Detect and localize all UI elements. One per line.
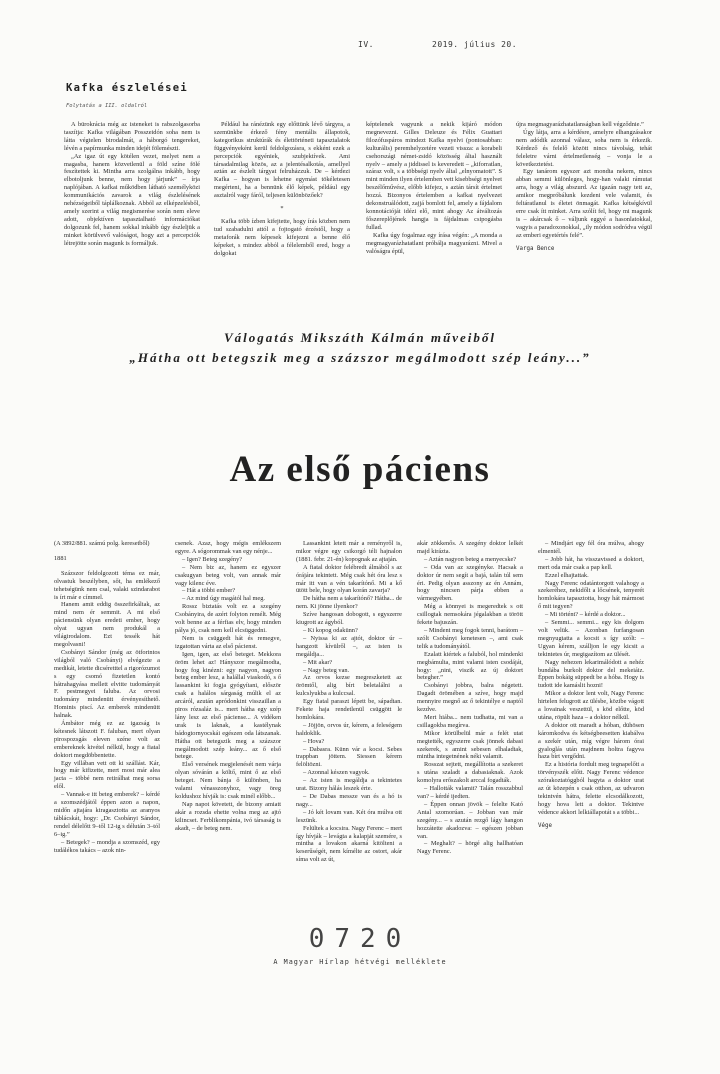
paragraph: – Ki kopog odakünn?: [303, 626, 358, 634]
paragraph: – Jobb hát, ha visszavissed a doktort, mert oda már csak a pap kell.: [538, 555, 644, 571]
story-column-3: [296, 540, 402, 864]
story-column-5: [538, 540, 644, 831]
paragraph: – Igen? Beteg szegény?: [182, 555, 243, 563]
paragraph: Százszor feldolgozott téma ez már, olvastuk beszélyben, sőt, ha emlékező tehetségünk nem csal, valaki szindarabot is írt már e címmel.: [54, 569, 160, 601]
kafka-column-3: [366, 121, 502, 255]
paragraph: Rossz biztatás volt ez a szegény Csobányira, de azért folyton remélt. Még volt benne az a férfias elv, hogy minden pálya jó, csak nem kell elcsüggedni.: [175, 603, 281, 634]
paragraph: De hátha nem a takarítónő? Hátha... de nem. Ki jönne ilyenkor?: [296, 595, 402, 611]
story-column-2: [175, 540, 281, 833]
issue-number: 0720: [308, 924, 412, 954]
paragraph: akár zökkenős. A szegény doktor lelkét majd kirázta.: [417, 540, 523, 555]
paragraph: A fiatal doktor felébredt álmából s az órájára tekintett. Még csak hét óra lesz s már itt van a vén takarítónő. Mi a kő ütött bele, hogy olyan korán zavarja?: [296, 563, 402, 595]
end-mark: Vége: [538, 822, 552, 829]
paragraph: – Mi történt? – kérdé a doktor...: [545, 611, 626, 619]
paragraph: – Dabasra. Künn vár a kocsi. Sebes trappban jöttem. Siessen kérem felöltözni.: [296, 745, 402, 769]
paragraph: Mikor a doktor lent volt, Nagy Ferenc hirtelen felugrott az ülésbe, közibe vágott a lovainak veszettül, s köd előtte, köd utána, röpült haza – a doktor nélkül.: [538, 690, 644, 721]
paragraph: Mikor körülbelül már a felét utat megtették, egyszerre csak jönnek dabasi szekerek, s amint sebesen elhaladtak, mintha integetnének néki valamit.: [417, 729, 523, 761]
paragraph: Kafka úgy fogalmaz egy írása végén: „A monda a megmagyarázhatatlant próbálja magyarázni. Mivel a valóságra épül,: [366, 231, 502, 255]
paragraph: Egy tanárom egyszer azt mondta nekem, nincs abban semmi különleges, hogy-han valaki rámutat arra, hogy a világ abszurd. Az igazán nagy tett az, amikor megpróbálunk kezdeni vele valamit, és feltáratlanul is életet önmagát. Kafka kétségkívül erre csak ítt minket. Arra szólít fel, hogy mi magunk is – akárcsak ő – váljunk eggyé a hasonlatokkal, vagyis a paradoxonokkal, „ily módon sodródva végül az emberi egyetértés felé”.: [516, 168, 652, 239]
paragraph: „Az igaz út egy kötélen vezet, melyet nem a magasba, hanem közvetlenül a föld színe fölé feszítettek ki. Mintha arra szolgálna inkább, hogy elbotoljunk benne, nem hogy járjunk” – írja naplójában. A kafkai működben látható személyközi kommunikációs zavarok a világ észlelésének nehézségeiből táplálkoznak. Abból az elképzelésből, amely szerint a világ megismerése során nem eleve adott, objektíven tapasztalható információkat dolgozunk fel, hanem sokkal inkább úgy észleljük a minket körülvevő valóságot, hogy azt a percepciók létrejötte során magunk is formáljuk.: [64, 152, 200, 247]
paragraph: képtelenek vagyunk a nekik kijáró módon megnevezni. Gilles Deleuze és Félix Guattari filozófuspáros mindezt Kafka nyelvi (pontosabban: kulturális) peremhelyzetére vezeti vissza: a korabeli csehországi német-zsidó közösség által használt nyelv – amely a jiddissel is keveredett – „kiforratlan, száraz volt, s a többségi nyelv által „elnyomatott”. S mint minden ilyen értelemben vett kisebbségi nyelvet beszélőművész, előbb kifejez, s aztán társít értelmet hozzá. Bizonyos értelemben a kafkai nyelvezet dekonstruálódott, zajjá bomlott fel, amely a fájdalom konnotációját idézi elő, mint ahogy Az átváltozás főszereplőjének hangja is fájdalmas csipogásba fullad.: [366, 121, 503, 231]
paragraph: – Nyissa ki az ajtót, doktor úr – hangzott kívülről –, az isten is megáldja...: [296, 634, 402, 658]
paragraph: – Hát a többi ember?: [182, 587, 236, 595]
selection-heading: Válogatás Mikszáth Kálmán műveiből: [223, 330, 497, 345]
page-number: IV.: [358, 40, 374, 49]
paragraph: – Betegek? – mondja a szomszéd, egy tudálékos takács – azok nin-: [54, 838, 160, 854]
kafka-column-1: [64, 121, 200, 248]
paragraph: Az orvos kezse megreszketett az örömtől, alig bírt beletalálni a kulcslyukba a kulccsal.: [296, 674, 402, 698]
kafka-column-2: [214, 121, 350, 258]
paragraph: – Hallották valamit? Talán rosszabbul van? – kérdé ijedten.: [417, 785, 523, 800]
story-column-1: [54, 540, 160, 854]
paragraph: Úgy látja, arra a kérdésre, amelyre elhangzásakor nem adódik azonnal válasz, soha nem is érkezik. Kérdező és felelő között nincs távolság, tehát feleletre várni értelmetlenség – vonja le a következtetést.: [516, 128, 652, 168]
paragraph: – Meghalt? – hörgé alig hallhatóan Nagy Ferenc.: [417, 840, 523, 856]
paragraph: Nagy Ferenc odatántorgott valahogy a szekeréhez, nekidőlt a lőcsének, tenyerét homlokára tapasztotta, hogy hát mármost ő mit tegyen?: [538, 579, 644, 611]
paragraph: – Vannak-e itt beteg emberek? – kérdé a szomszédjától éppen azon a napon, midőn ajtajára kiragasztotta az aranyos táblácskát, hogy: „Dr. Csobányi Sándor, rendel délelőtt 9–től 12-ig s délután 3–tól 6–ig.”: [54, 791, 160, 838]
paragraph: Első versének megjelenését nem várja olyan sóvárán a költő, mint ő az első beteget. Nem bánja ő különben, ha valami vénasszonyhoz, vagy öreg koldushoz hívják is: csak minél előbb...: [175, 761, 281, 800]
paragraph: – Éppen onnan jövök – felelte Kató Antal szomorúan. – Jobban van már szegény... – s azután rezgő lágy hangon hozzátette akadozva: – egészen jobban van.: [417, 800, 523, 840]
paragraph: Lassankint letett már a reményről is, mikor végre egy csikorgó téli hajnalon (1881. febr. 21-én) kopognak az ajtaján.: [296, 540, 402, 563]
paragraph: Csobányi jobbra, balra négetett. Dagadt örömében a szíve, hogy majd mennyire megnő az ő tekintélye e naptól kezdve.: [417, 682, 523, 714]
paragraph: Egy fiatal paraszt lépett be, sápadtan. Fekete haja rendetlenül csüggött le homlokára.: [296, 698, 402, 721]
kafka-column-4: [516, 121, 652, 254]
paragraph: A doktor ott maradt a hóban, dühösen káromkodva és kétségbeesetten kiabálva a szekér után, míg végre három órai gyaloglás után majdnem holtra fagyva haza bírt vergődni.: [538, 721, 644, 761]
paragraph: – Oda van az szegénykе. Hacsak a doktor úr nem segít a bajá, talán túl sem éri. Pedig olyan asszony az én Annám, hogy nincsen párja ebben a vármegyében.: [417, 563, 523, 603]
paragraph: Szíve hangosan dobogott, s egyszerre kiugrott az ágyból.: [296, 611, 402, 627]
paragraph: Kafka több ízben kifejtette, hogy írás közben nem tud szabadulni attól a fojtogató érzéstől, hogy a metaforák nem képesek kifejezni a benne élő képeket, s mindez abból a félelemből ered, hogy a dolgokat: [214, 217, 350, 257]
paragraph: – Hova?: [303, 737, 325, 745]
paragraph: Ezalatt kiértek a faluból, hol mindenki megbámulta, mint valami isten csodáját, hogy: „nini, viszik az új doktort betegher.”: [417, 650, 523, 682]
paragraph: újra megmagyarázhatatlanságban kell végződnie.”: [516, 121, 644, 128]
paragraph: Felültek a kocsira. Nagy Ferenc – mert így hívják – levágta a kalapját szemére, s mintha a lovakon akarná kitölteni a keserűségét, nem kímélte az ostort, akár síma volt az út,: [296, 824, 402, 864]
selection-quote: „Hátha ott betegszik meg a százszor megálmodott szép leány...”: [129, 350, 591, 365]
paragraph: – Az isten is megáldja a tekintetes urat. Bizony hálás leszek érte.: [296, 777, 402, 793]
paragraph: Nagy nehezen lekarimálódott a nehéz bundába burkolt doktor del mekeiáiz. Éppen bokáig süppedt be a hóba. Hogy is tudott ide kamáslit hozni!: [538, 658, 644, 690]
paragraph: – Nem biz az, hanem ez egyszer csakugyan beteg volt, van annak már vagy kilenc éve.: [175, 563, 281, 587]
paragraph: – Mindjárt egy fél óra múlva, ahogy elmentél.: [538, 540, 644, 555]
paragraph: Ez a história fordult meg tegnapelőtt a törvényszék előtt. Nagy Ferenc védence szórakoztatóggból hagyta a doktor urat az út közepén s csak otthon, az udvaron tekintvén hátra, felette elcsodálkozott, hogy hova lett a doktor. Tekintve védence akkori lelkiállapotát s a többi...: [538, 761, 644, 816]
paragraph: – Mindent meg fogok tenni, barátom – szólt Csobányi kenetesen –, ami csak telik a tudományától.: [417, 626, 523, 650]
paragraph: csenek. Azaz, hogy mégis emlékszem egyre. A sógorommak van egy nénje...: [175, 540, 281, 555]
paragraph: – De Dabas messze van és a hó is nagy...: [296, 793, 402, 808]
paragraph: Nap napot követett, de bizony amiatt akár a rozsda ehette volna meg az ajtó kilincset. Ferblikompánia, ivó társaság is akadt, – de beteg nem.: [175, 800, 281, 832]
paragraph: Nem is csüggedt hát és remegve, izgatottan várta az első pácienst.: [175, 634, 281, 650]
story-column-4: [417, 540, 523, 856]
page-date: 2019. július 20.: [432, 40, 518, 49]
article-title: Kafka észlelései: [66, 82, 188, 94]
paragraph: – Semmi... semmi... egy kis dolgom volt velük. – Azonban furfangosan megnyugtatta a kocsit s így szólt: – Ugyan kérem, szálljon le egy kicsit a tekintetes úr, megigazítom az ülését.: [538, 619, 644, 658]
paragraph: – Az mind úgy magától hal meg.: [182, 595, 265, 603]
paragraph: Igen, igen, az első beteget. Mekkora öröm lehet az! Hányszor megálmodta, hogy fog kinézni: egy nagyon, nagyon beteg ember lesz, a halállal viaskodó, s ő lassankint ki fogja gyógyítani, először csak a halálos sárgaság múlik el az arcáról, azután apródonkint visszaillan a piros rózsaláz is... mert hátha egy szép lány lesz az első páciense... A vidéken urak is laknak, a kastélynak bádogtornyocskái egészen oda látszanak. Hátha ott betegszik meg a százszor megálmodott szép leány... az ő első betege.: [175, 650, 281, 761]
year: 1881: [54, 554, 67, 562]
paragraph: – Jöjjön, orvos úr, kérem, a feleségem haldoklik.: [296, 721, 402, 737]
paragraph: – Nagy beteg van.: [303, 666, 350, 674]
author-signature: Varga Bence: [516, 245, 555, 252]
paragraph: Hanem amit eddig összefirkáltak, az mind nem ér semmit. A mi első páciensünk olyan eredeti ember, hogy olyat ugyan nem produkál a világirodalom. Ezt tessék hát megolvasni!: [54, 601, 160, 648]
paragraph: Ezzel elhajtattak.: [545, 571, 589, 579]
paragraph: – Azonnal készen vagyok.: [303, 769, 370, 777]
paragraph: Mert hiába... nem tudhatta, mi van a csillagokba megírva.: [417, 713, 523, 729]
continued-note: Folytatás a III. oldalról: [66, 103, 148, 109]
paragraph: Még a könnyei is megeredtek s ott csillogtak nemsokára jégalakban a törött fekete bajuszán.: [417, 603, 523, 627]
paragraph: – Aztán nagyon beteg a menyecske?: [424, 555, 517, 563]
paragraph: Csobányi Sándor (még az ötforintos világból való Csobányi) elvégezte a medikát, letette dicséretttel a rigorózumot s egy csomó fizetetlen kontó hátrahagyása mellett elvitte tudományát F. pestmegyei faluba. Az orvosi tudomány mindenütt érvényesíthető. Hominis piscí. Az emberek mindenütt halnak.: [54, 648, 160, 720]
supplement-subtitle: A Magyar Hírlap hétvégi melléklete: [273, 958, 447, 966]
source-note: (A 3892/881. számú polg. keresetből): [54, 540, 150, 547]
paragraph: – Jó két lovam van. Két óra múlva ott leszünk.: [296, 808, 402, 824]
paragraph: A bürokrácia még az isteneket is rabszolgasorba taszítja: Kafka világában Posszeidón soha nem is látta végtelen birodalmát, a háborgó tengereket, lévén a papírmunka minden idejét fölemészti.: [64, 121, 200, 152]
story-title: Az első páciens: [229, 449, 491, 490]
paragraph: Például ha ránézünk egy előttünk lévő tárgyra, a szemünkbe érkező fény mentális állapotok, kategorikus struktúrák és élettörténeti tapasztalatok függvényeként kerül feldolgozásra, s ekként ezek a percepciók egyéniek, szubjektívek. Ami társadalmilag közös, az a jelentésalkotás, amellyel aztán az észlelt tárgyat felruházzuk. De – kérdezi Kafka – hogyan is lehetne egymást tökéletesen megérteni, ha a bennünk élő képek, például egy asztalról vagy fáról, teljesen különbözőek?: [214, 121, 350, 200]
section-break: *: [280, 205, 284, 213]
paragraph: Rosszat sejtett, megállította a szekeret s utána szaladt a dabasiaknak. Azok komolyra erőszakolt arccal fogadták.: [417, 761, 523, 785]
paragraph: Ámbátor még ez az igazság is kétesnek látszott F. faluban, mert olyan pirospozsgás eleven széne volt az embereknek kivétel nélkül, hogy a fiatal doktort megdöbbentette.: [54, 720, 160, 759]
paragraph: – Mit akar?: [303, 658, 333, 666]
paragraph: Egy villában vett ott ki szállást. Kár, hogy már kifizette, mert most már alea jacta – többé nem retirálhat meg sorsa elől.: [54, 759, 160, 791]
